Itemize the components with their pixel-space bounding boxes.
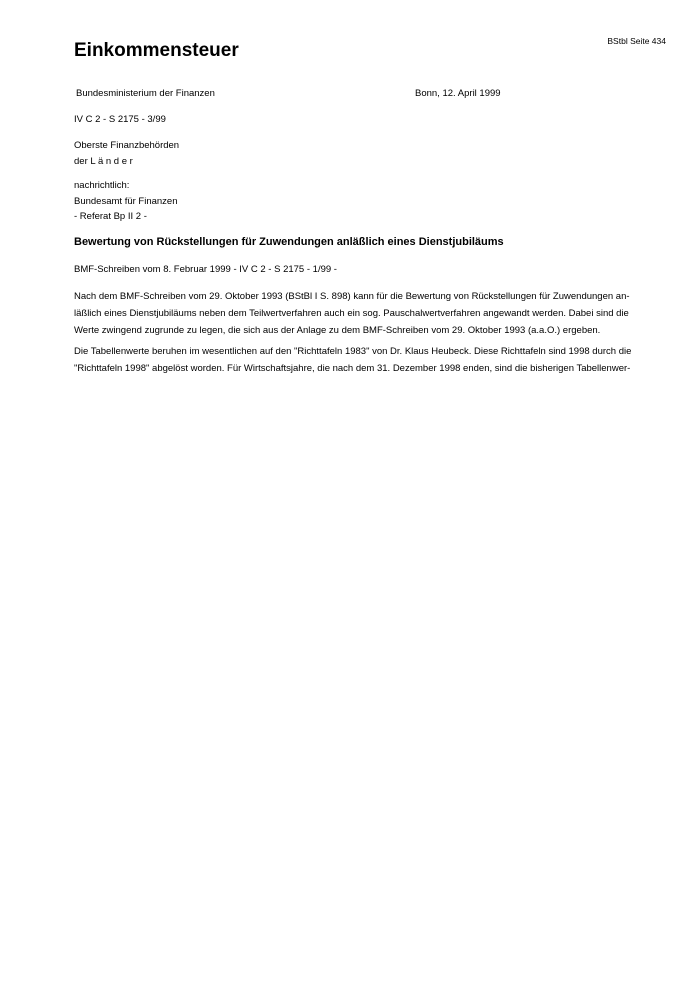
document-title: Einkommensteuer <box>74 40 239 61</box>
paragraph-line: Die Tabellenwerte beruhen im wesentlichen auf den "Richttafeln 1983" von Dr. Klaus Heubeck. Diese Richttafeln sind 1998 durch die <box>74 346 632 357</box>
paragraph-line: läßlich eines Dienstjubiläums neben dem Teilwertverfahren auch ein sog. Pauschalwertverfahren angewandt werden. Dabei sind die <box>74 308 629 319</box>
paragraph-line: Nach dem BMF-Schreiben vom 29. Oktober 1993 (BStBl I S. 898) kann für die Bewertung von Rückstellungen für Zuwendungen an- <box>74 291 630 302</box>
reference-letter: BMF-Schreiben vom 8. Februar 1999 - IV C 2 - S 2175 - 1/99 - <box>74 264 337 275</box>
paragraph-line: Werte zwingend zugrunde zu legen, die sich aus der Anlage zu dem BMF-Schreiben vom 29. Oktober 1993 (a.a.O.) ergeben. <box>74 325 601 336</box>
body-paragraph-2 <box>74 343 632 377</box>
cc-line-2: - Referat Bp II 2 - <box>74 211 147 222</box>
sender-name: Bundesministerium der Finanzen <box>76 88 215 99</box>
recipient-line-1: Oberste Finanzbehörden <box>74 140 180 151</box>
file-reference: IV C 2 - S 2175 - 3/99 <box>74 114 166 125</box>
body-paragraph-1 <box>74 288 630 339</box>
page-reference: BStbl Seite 434 <box>607 36 666 46</box>
subject-heading: Bewertung von Rückstellungen für Zuwendungen anläßlich eines Dienstjubiläums <box>74 236 504 248</box>
paragraph-line: "Richttafeln 1998" abgelöst worden. Für Wirtschaftsjahre, die nach dem 31. Dezember 1998 enden, sind die bisherigen Tabellenwer- <box>74 363 631 374</box>
recipient-line-2: der L ä n d e r <box>74 156 133 167</box>
cc-line-1: Bundesamt für Finanzen <box>74 196 178 207</box>
cc-label: nachrichtlich: <box>74 180 130 191</box>
letter-date: Bonn, 12. April 1999 <box>415 88 501 99</box>
